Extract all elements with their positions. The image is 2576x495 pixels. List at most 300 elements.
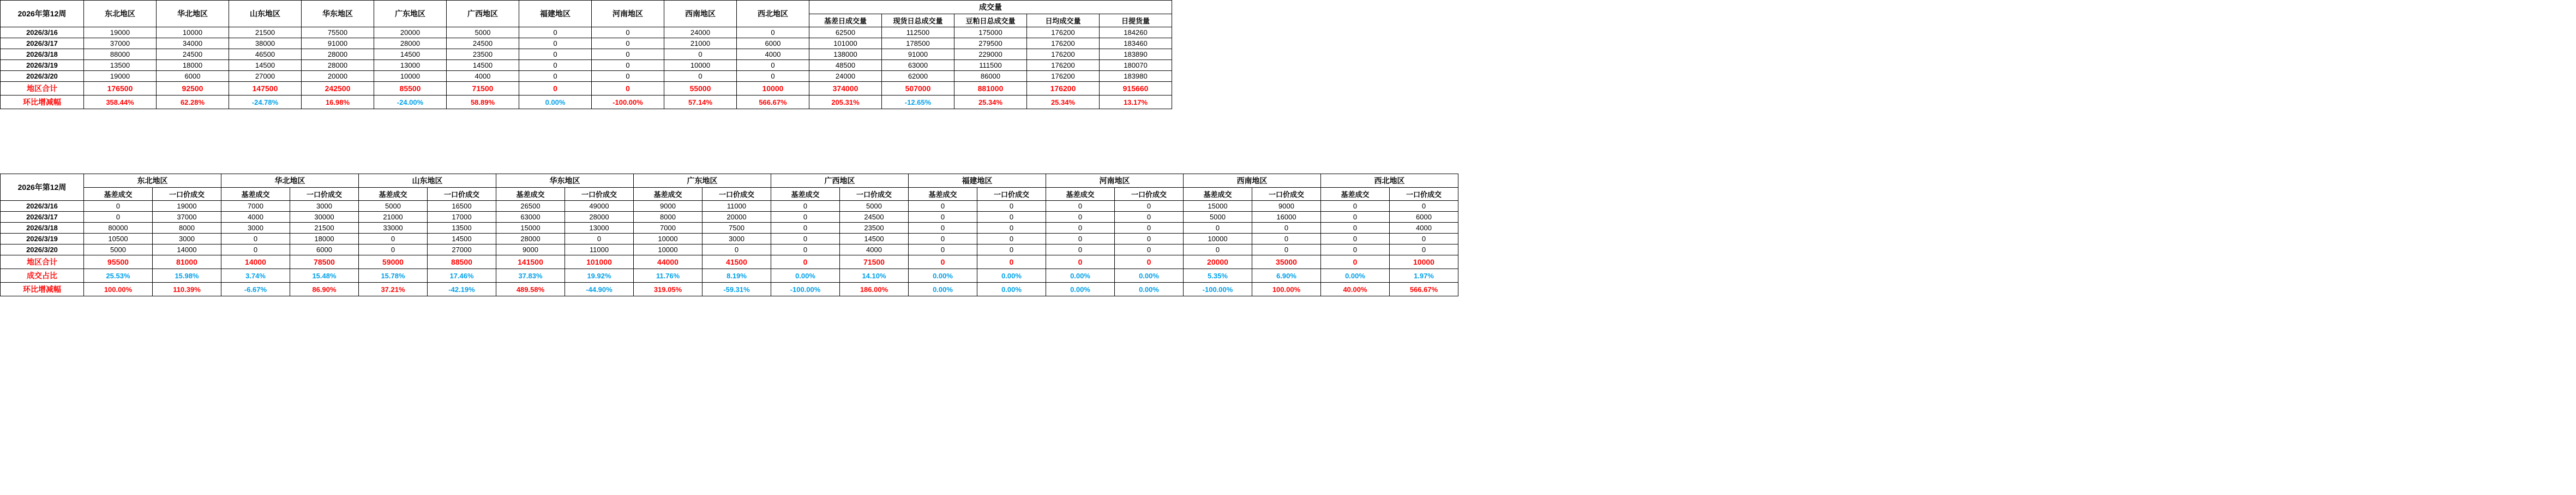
cell: 75500	[302, 27, 374, 38]
cell: 14500	[229, 60, 302, 71]
cell: 21000	[664, 38, 737, 49]
cell-2: 3000	[221, 223, 290, 234]
extra-col-header-4: 日提货量	[1100, 14, 1172, 27]
cell-2: 49000	[565, 201, 634, 212]
cell: 14500	[447, 60, 519, 71]
cell-2: 3000	[702, 234, 771, 244]
cell-2: 14500	[840, 234, 909, 244]
cell: 28000	[302, 60, 374, 71]
growth-cell: -100.00%	[592, 96, 664, 109]
cell-2: 0	[1252, 223, 1321, 234]
share-cell: 0.00%	[909, 269, 977, 283]
share-label: 成交占比	[1, 269, 84, 283]
total-cell: 10000	[737, 82, 809, 96]
row-label-2: 2026/3/16	[1, 201, 84, 212]
cell-2: 0	[565, 234, 634, 244]
total-cell-2: 78500	[290, 255, 359, 269]
cell: 19000	[84, 27, 157, 38]
total-cell-2: 101000	[565, 255, 634, 269]
growth-cell-2: 0.00%	[1046, 283, 1115, 296]
col-header-2: 山东地区	[229, 1, 302, 27]
cell: 23500	[447, 49, 519, 60]
sub-header-0-0: 基差成交	[84, 188, 153, 201]
cell-extra: 183980	[1100, 71, 1172, 82]
cell: 0	[737, 27, 809, 38]
share-cell: 25.53%	[84, 269, 153, 283]
cell: 5000	[447, 27, 519, 38]
growth-cell-2: 319.05%	[634, 283, 702, 296]
share-cell: 0.00%	[1115, 269, 1184, 283]
cell: 13500	[84, 60, 157, 71]
growth-cell: 58.89%	[447, 96, 519, 109]
cell: 24500	[447, 38, 519, 49]
cell: 20000	[374, 27, 447, 38]
corner-label: 2026年第12周	[1, 1, 84, 27]
cell-2: 14500	[428, 234, 496, 244]
group-header-volume: 成交量	[809, 1, 1172, 14]
cell-2: 0	[1046, 244, 1115, 255]
cell-2: 28000	[565, 212, 634, 223]
cell-2: 3000	[153, 234, 221, 244]
cell: 0	[737, 60, 809, 71]
cell: 20000	[302, 71, 374, 82]
row-label: 2026/3/19	[1, 60, 84, 71]
cell: 4000	[447, 71, 519, 82]
cell-extra: 180070	[1100, 60, 1172, 71]
sub-header-2-0: 基差成交	[359, 188, 428, 201]
growth-cell-2: 110.39%	[153, 283, 221, 296]
total-cell-2: 0	[1115, 255, 1184, 269]
share-cell: 19.92%	[565, 269, 634, 283]
total-cell-2: 41500	[702, 255, 771, 269]
total-cell-extra: 881000	[954, 82, 1027, 96]
corner-label-2: 2026年第12周	[1, 174, 84, 201]
cell-2: 4000	[1390, 223, 1458, 234]
col-header-0: 东北地区	[84, 1, 157, 27]
sub-header-7-0: 基差成交	[1046, 188, 1115, 201]
cell-2: 0	[771, 201, 840, 212]
row-label: 2026/3/17	[1, 38, 84, 49]
growth-cell: -24.78%	[229, 96, 302, 109]
cell: 10000	[374, 71, 447, 82]
growth-cell: 25.34%	[1027, 96, 1100, 109]
share-cell: 0.00%	[771, 269, 840, 283]
total-cell-2: 141500	[496, 255, 565, 269]
region-header-2: 山东地区	[359, 174, 496, 188]
growth-cell: -24.00%	[374, 96, 447, 109]
total-cell-2: 81000	[153, 255, 221, 269]
cell-2: 0	[909, 244, 977, 255]
total-cell-2: 14000	[221, 255, 290, 269]
cell: 88000	[84, 49, 157, 60]
cell-2: 0	[1321, 212, 1390, 223]
cell-2: 4000	[840, 244, 909, 255]
table2-row	[1, 234, 1458, 244]
table2-row	[1, 201, 1458, 212]
growth-cell: 0.00%	[519, 96, 592, 109]
cell-extra: 279500	[954, 38, 1027, 49]
row-label-2: 2026/3/18	[1, 223, 84, 234]
table-row	[1, 49, 1172, 60]
cell-2: 0	[84, 212, 153, 223]
cell-2: 30000	[290, 212, 359, 223]
cell-2: 0	[1321, 201, 1390, 212]
cell: 38000	[229, 38, 302, 49]
table-growth-row	[1, 96, 1172, 109]
cell-extra: 176200	[1027, 49, 1100, 60]
cell-extra: 176200	[1027, 27, 1100, 38]
cell-2: 0	[1321, 223, 1390, 234]
cell-2: 0	[359, 234, 428, 244]
cell-2: 0	[221, 234, 290, 244]
cell-2: 17000	[428, 212, 496, 223]
share-cell: 15.78%	[359, 269, 428, 283]
cell-2: 7500	[702, 223, 771, 234]
table-row	[1, 60, 1172, 71]
cell: 19000	[84, 71, 157, 82]
sub-header-1-0: 基差成交	[221, 188, 290, 201]
cell-extra: 138000	[809, 49, 882, 60]
cell: 24000	[664, 27, 737, 38]
cell: 0	[664, 71, 737, 82]
cell-extra: 229000	[954, 49, 1027, 60]
cell: 0	[519, 60, 592, 71]
total-cell-2: 0	[977, 255, 1046, 269]
cell-2: 0	[1046, 212, 1115, 223]
cell-2: 0	[771, 223, 840, 234]
share-cell: 11.76%	[634, 269, 702, 283]
cell-2: 11000	[565, 244, 634, 255]
sub-header-2-1: 一口价成交	[428, 188, 496, 201]
row-label: 2026/3/18	[1, 49, 84, 60]
total-cell-2: 95500	[84, 255, 153, 269]
table-row	[1, 27, 1172, 38]
cell-2: 10500	[84, 234, 153, 244]
share-cell: 0.00%	[1321, 269, 1390, 283]
total-cell: 0	[592, 82, 664, 96]
cell-2: 0	[1390, 201, 1458, 212]
total-cell: 92500	[157, 82, 229, 96]
growth-cell: 566.67%	[737, 96, 809, 109]
total-cell-extra: 915660	[1100, 82, 1172, 96]
region-header-8: 西南地区	[1184, 174, 1321, 188]
cell-extra: 101000	[809, 38, 882, 49]
cell-extra: 112500	[882, 27, 954, 38]
sub-header-0-1: 一口价成交	[153, 188, 221, 201]
cell: 0	[737, 71, 809, 82]
table2-growth-row	[1, 283, 1458, 296]
total-cell-2: 10000	[1390, 255, 1458, 269]
cell-2: 0	[1184, 244, 1252, 255]
cell-extra: 62000	[882, 71, 954, 82]
cell-2: 26500	[496, 201, 565, 212]
sub-header-5-0: 基差成交	[771, 188, 840, 201]
basis-table	[0, 174, 1458, 296]
region-header-0: 东北地区	[84, 174, 221, 188]
growth-cell-2: 0.00%	[909, 283, 977, 296]
cell-2: 0	[1046, 223, 1115, 234]
table2-row	[1, 212, 1458, 223]
cell-extra: 91000	[882, 49, 954, 60]
cell-extra: 176200	[1027, 60, 1100, 71]
cell-2: 10000	[634, 244, 702, 255]
cell-extra: 63000	[882, 60, 954, 71]
share-cell: 0.00%	[1046, 269, 1115, 283]
cell-2: 4000	[221, 212, 290, 223]
sub-header-9-1: 一口价成交	[1390, 188, 1458, 201]
cell-2: 21000	[359, 212, 428, 223]
table2-header-row	[1, 174, 1458, 188]
cell-2: 8000	[153, 223, 221, 234]
growth-cell-2: 100.00%	[84, 283, 153, 296]
cell-2: 0	[977, 201, 1046, 212]
region-header-7: 河南地区	[1046, 174, 1184, 188]
cell: 27000	[229, 71, 302, 82]
volume-table	[0, 0, 1172, 109]
sub-header-6-0: 基差成交	[909, 188, 977, 201]
cell-extra: 62500	[809, 27, 882, 38]
growth-cell-2: 37.21%	[359, 283, 428, 296]
sub-header-8-1: 一口价成交	[1252, 188, 1321, 201]
total-label: 地区合计	[1, 82, 84, 96]
cell: 0	[592, 71, 664, 82]
cell: 18000	[157, 60, 229, 71]
share-cell: 3.74%	[221, 269, 290, 283]
cell-2: 33000	[359, 223, 428, 234]
total-cell-2: 71500	[840, 255, 909, 269]
extra-col-header-3: 日均成交量	[1027, 14, 1100, 27]
cell-2: 3000	[290, 201, 359, 212]
share-cell: 1.97%	[1390, 269, 1458, 283]
growth-cell-2: 0.00%	[1115, 283, 1184, 296]
growth-cell: -12.65%	[882, 96, 954, 109]
cell-2: 16000	[1252, 212, 1321, 223]
growth-cell-2: 566.67%	[1390, 283, 1458, 296]
cell-2: 0	[771, 234, 840, 244]
share-cell: 15.48%	[290, 269, 359, 283]
cell-extra: 86000	[954, 71, 1027, 82]
cell: 0	[519, 71, 592, 82]
total-cell-extra: 507000	[882, 82, 954, 96]
cell-2: 21500	[290, 223, 359, 234]
growth-label: 环比增减幅	[1, 96, 84, 109]
cell-2: 9000	[496, 244, 565, 255]
total-cell-2: 0	[909, 255, 977, 269]
growth-cell-2: 86.90%	[290, 283, 359, 296]
region-header-1: 华北地区	[221, 174, 359, 188]
growth-cell-2: 489.58%	[496, 283, 565, 296]
col-header-4: 广东地区	[374, 1, 447, 27]
cell: 0	[592, 27, 664, 38]
cell-2: 11000	[702, 201, 771, 212]
cell-2: 0	[1046, 201, 1115, 212]
cell-2: 13000	[565, 223, 634, 234]
cell: 46500	[229, 49, 302, 60]
extra-col-header-2: 豆粕日总成交量	[954, 14, 1027, 27]
sub-header-7-1: 一口价成交	[1115, 188, 1184, 201]
cell-extra: 183460	[1100, 38, 1172, 49]
cell: 0	[519, 49, 592, 60]
cell-2: 5000	[1184, 212, 1252, 223]
cell-extra: 176200	[1027, 71, 1100, 82]
total-cell-2: 44000	[634, 255, 702, 269]
total-cell: 85500	[374, 82, 447, 96]
cell: 37000	[84, 38, 157, 49]
cell-2: 0	[1390, 234, 1458, 244]
sub-header-4-1: 一口价成交	[702, 188, 771, 201]
total-cell-extra: 176200	[1027, 82, 1100, 96]
cell: 10000	[664, 60, 737, 71]
share-cell: 0.00%	[977, 269, 1046, 283]
cell-2: 0	[1184, 223, 1252, 234]
cell: 0	[592, 38, 664, 49]
cell-2: 5000	[840, 201, 909, 212]
total-cell: 0	[519, 82, 592, 96]
col-header-6: 福建地区	[519, 1, 592, 27]
growth-cell: 205.31%	[809, 96, 882, 109]
table-total-row	[1, 82, 1172, 96]
cell-2: 0	[359, 244, 428, 255]
cell-2: 13500	[428, 223, 496, 234]
cell-2: 0	[1115, 244, 1184, 255]
cell-extra: 48500	[809, 60, 882, 71]
growth-cell-2: 40.00%	[1321, 283, 1390, 296]
region-header-4: 广东地区	[634, 174, 771, 188]
growth-cell-2: -59.31%	[702, 283, 771, 296]
cell-2: 15000	[496, 223, 565, 234]
cell-2: 8000	[634, 212, 702, 223]
region-header-9: 西北地区	[1321, 174, 1458, 188]
cell-2: 0	[702, 244, 771, 255]
total-cell: 147500	[229, 82, 302, 96]
cell-extra: 175000	[954, 27, 1027, 38]
sub-header-3-1: 一口价成交	[565, 188, 634, 201]
cell: 13000	[374, 60, 447, 71]
cell-2: 9000	[1252, 201, 1321, 212]
cell-2: 10000	[1184, 234, 1252, 244]
cell-2: 16500	[428, 201, 496, 212]
cell: 28000	[374, 38, 447, 49]
total-cell-2: 0	[1321, 255, 1390, 269]
col-header-8: 西南地区	[664, 1, 737, 27]
table2-share-row	[1, 269, 1458, 283]
cell-2: 14000	[153, 244, 221, 255]
row-label-2: 2026/3/17	[1, 212, 84, 223]
cell: 0	[664, 49, 737, 60]
total-cell-2: 0	[1046, 255, 1115, 269]
cell-2: 0	[1252, 244, 1321, 255]
cell-2: 9000	[634, 201, 702, 212]
table2-row	[1, 244, 1458, 255]
cell-2: 80000	[84, 223, 153, 234]
cell: 0	[592, 60, 664, 71]
col-header-3: 华东地区	[302, 1, 374, 27]
share-cell: 8.19%	[702, 269, 771, 283]
row-label: 2026/3/20	[1, 71, 84, 82]
table-row	[1, 71, 1172, 82]
cell-2: 0	[909, 223, 977, 234]
total-cell: 242500	[302, 82, 374, 96]
sub-header-8-0: 基差成交	[1184, 188, 1252, 201]
table-row	[1, 38, 1172, 49]
region-header-6: 福建地区	[909, 174, 1046, 188]
col-header-5: 广西地区	[447, 1, 519, 27]
cell-2: 28000	[496, 234, 565, 244]
row-label-2: 2026/3/19	[1, 234, 84, 244]
cell-2: 0	[1321, 234, 1390, 244]
cell: 21500	[229, 27, 302, 38]
total-cell-extra: 374000	[809, 82, 882, 96]
cell: 6000	[157, 71, 229, 82]
growth-cell: 13.17%	[1100, 96, 1172, 109]
cell-2: 10000	[634, 234, 702, 244]
cell-2: 5000	[359, 201, 428, 212]
total-cell-2: 20000	[1184, 255, 1252, 269]
share-cell: 17.46%	[428, 269, 496, 283]
growth-cell-2: -42.19%	[428, 283, 496, 296]
growth-cell: 62.28%	[157, 96, 229, 109]
cell: 0	[519, 38, 592, 49]
cell: 91000	[302, 38, 374, 49]
total-cell-2: 88500	[428, 255, 496, 269]
growth-cell-2: 100.00%	[1252, 283, 1321, 296]
total-cell-2: 35000	[1252, 255, 1321, 269]
cell: 0	[592, 49, 664, 60]
col-header-9: 西北地区	[737, 1, 809, 27]
cell-2: 23500	[840, 223, 909, 234]
growth-cell-2: -44.90%	[565, 283, 634, 296]
cell-2: 37000	[153, 212, 221, 223]
cell-2: 0	[771, 212, 840, 223]
sub-header-6-1: 一口价成交	[977, 188, 1046, 201]
cell-2: 0	[977, 234, 1046, 244]
cell: 34000	[157, 38, 229, 49]
sub-header-5-1: 一口价成交	[840, 188, 909, 201]
table2-row	[1, 223, 1458, 234]
cell-2: 0	[909, 234, 977, 244]
cell-2: 0	[977, 212, 1046, 223]
cell-2: 7000	[221, 201, 290, 212]
col-header-7: 河南地区	[592, 1, 664, 27]
cell: 28000	[302, 49, 374, 60]
growth-label-2: 环比增减幅	[1, 283, 84, 296]
cell-2: 0	[1115, 234, 1184, 244]
cell-2: 6000	[1390, 212, 1458, 223]
extra-col-header-1: 现货日总成交量	[882, 14, 954, 27]
cell-2: 5000	[84, 244, 153, 255]
cell-2: 0	[1252, 234, 1321, 244]
cell-2: 0	[1115, 201, 1184, 212]
cell: 24500	[157, 49, 229, 60]
cell-2: 0	[771, 244, 840, 255]
share-cell: 5.35%	[1184, 269, 1252, 283]
share-cell: 6.90%	[1252, 269, 1321, 283]
cell-2: 0	[909, 212, 977, 223]
cell-extra: 183890	[1100, 49, 1172, 60]
cell-2: 20000	[702, 212, 771, 223]
share-cell: 14.10%	[840, 269, 909, 283]
cell-2: 7000	[634, 223, 702, 234]
total-cell: 176500	[84, 82, 157, 96]
total-cell-2: 0	[771, 255, 840, 269]
cell: 14500	[374, 49, 447, 60]
cell-2: 0	[221, 244, 290, 255]
cell: 4000	[737, 49, 809, 60]
cell-2: 0	[84, 201, 153, 212]
cell-2: 18000	[290, 234, 359, 244]
share-cell: 15.98%	[153, 269, 221, 283]
growth-cell-2: -6.67%	[221, 283, 290, 296]
